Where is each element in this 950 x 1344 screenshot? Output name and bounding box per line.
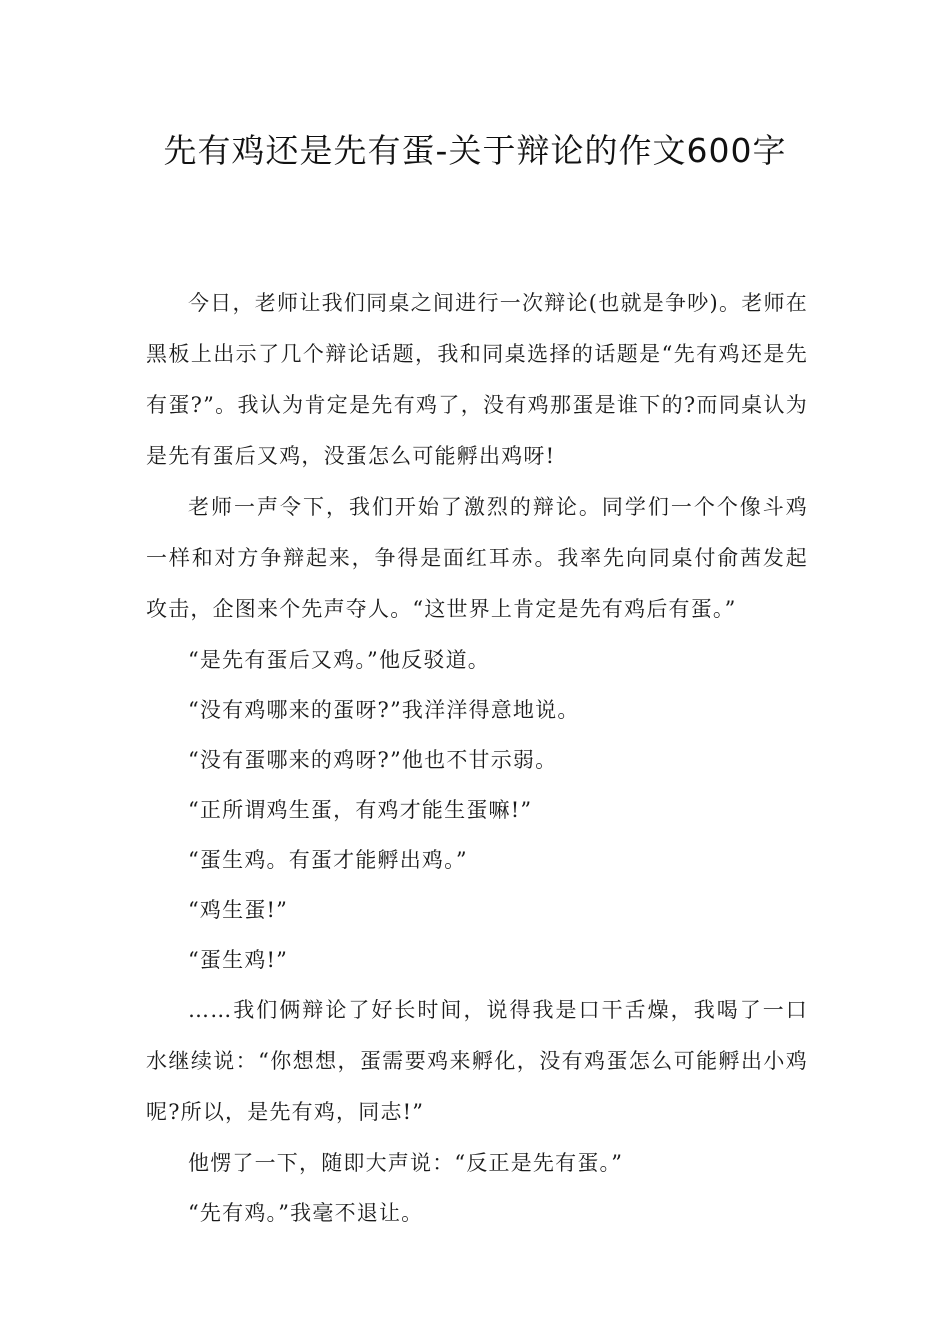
- paragraph: “是先有蛋后又鸡。”他反驳道。: [188, 648, 490, 672]
- paragraph: “没有蛋哪来的鸡呀?”他也不甘示弱。: [188, 748, 558, 772]
- document-body: [146, 278, 808, 1238]
- paragraph: 今日，老师让我们同桌之间进行一次辩论(也就是争吵)。老师在黑板上出示了几个辩论话题，我和同桌选择的话题是“先有鸡还是先有蛋?”。我认为肯定是先有鸡了，没有鸡那蛋是谁下的?而同桌认为是先有蛋后又鸡，没蛋怎么可能孵出鸡呀!: [146, 291, 808, 468]
- paragraph: “先有鸡。”我毫不退让。: [188, 1201, 424, 1225]
- paragraph: 他愣了一下，随即大声说：“反正是先有蛋。”: [188, 1151, 624, 1175]
- paragraph: “蛋生鸡。有蛋才能孵出鸡。”: [188, 848, 468, 872]
- paragraph: “鸡生蛋!”: [188, 898, 289, 922]
- document-title: 先有鸡还是先有蛋-关于辩论的作文600字: [163, 131, 787, 170]
- paragraph: 老师一声令下，我们开始了激烈的辩论。同学们一个个像斗鸡一样和对方争辩起来，争得是面红耳赤。我率先向同桌付俞茜发起攻击，企图来个先声夺人。“这世界上肯定是先有鸡后有蛋。”: [146, 495, 808, 621]
- paragraph: “没有鸡哪来的蛋呀?”我洋洋得意地说。: [188, 698, 580, 722]
- paragraph: “蛋生鸡!”: [188, 948, 289, 972]
- paragraph: “正所谓鸡生蛋，有鸡才能生蛋嘛!”: [188, 798, 533, 822]
- paragraph: ……我们俩辩论了好长时间，说得我是口干舌燥，我喝了一口水继续说：“你想想，蛋需要鸡来孵化，没有鸡蛋怎么可能孵出小鸡呢?所以，是先有鸡，同志!”: [146, 998, 808, 1124]
